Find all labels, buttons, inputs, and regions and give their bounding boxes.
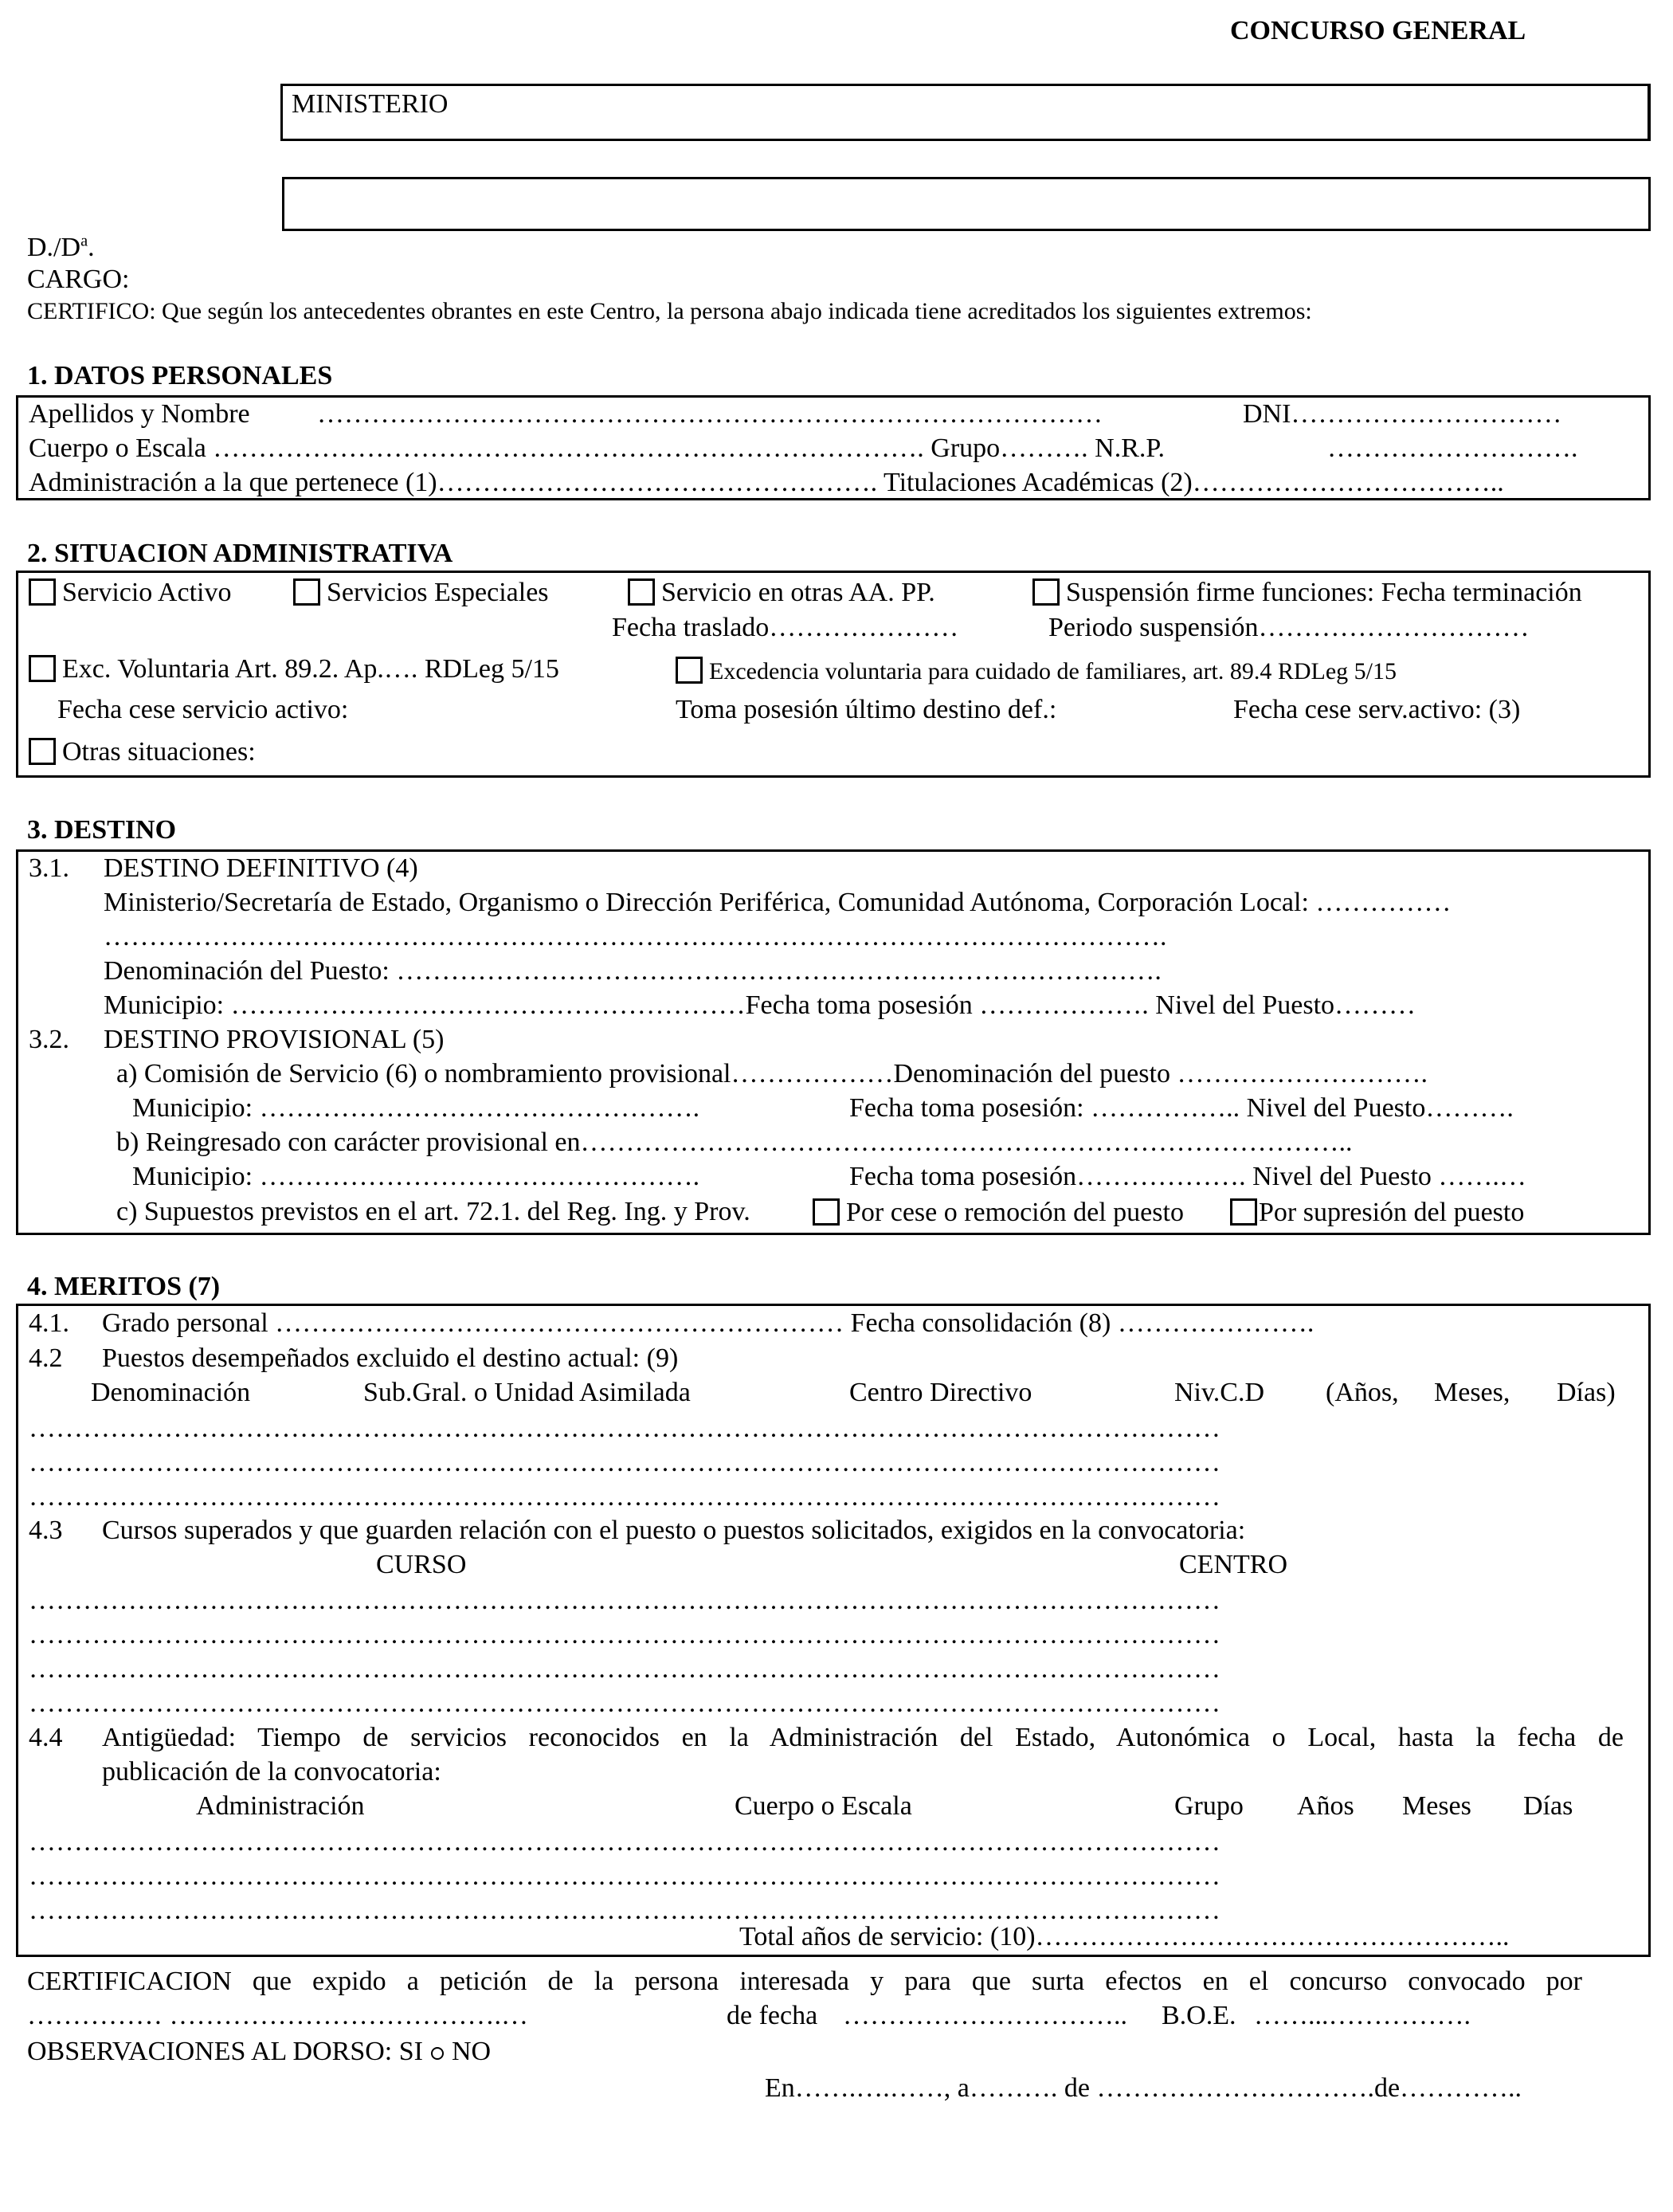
option-suspension[interactable]: Suspensión firme funciones: Fecha terminación <box>1032 578 1582 606</box>
antiguedad-dotline[interactable]: …………………………………………………………………………………………………………………… <box>29 1896 1220 1925</box>
puestos-dotline[interactable]: …………………………………………………………………………………………………………………… <box>29 1448 1220 1477</box>
antiguedad-title-cont: publicación de la convocatoria: <box>102 1757 441 1786</box>
cursos-title: Cursos superados y que guarden relación con el puesto o puestos solicitados, exigidos en la convocatoria: <box>102 1516 1246 1545</box>
option-cese-remocion[interactable]: Por cese o remoción del puesto <box>813 1198 1184 1226</box>
destino-definitivo-dotline[interactable]: ………………………………………………………………………………………………………. <box>104 922 1167 951</box>
form-title: CONCURSO GENERAL <box>1230 16 1526 45</box>
cargo-label: CARGO: <box>27 265 130 294</box>
ministerio-box[interactable] <box>280 84 1651 141</box>
cursos-dotline[interactable]: …………………………………………………………………………………………………………………… <box>29 1586 1220 1615</box>
municipio-provisional-b[interactable]: Municipio: …………………………………………. <box>132 1162 700 1191</box>
checkbox-icon[interactable] <box>29 655 56 682</box>
dni-field[interactable]: DNI………………………… <box>1243 399 1562 429</box>
apellidos-field[interactable]: …………………………………………………………………………… <box>317 399 1103 429</box>
total-anos-servicio[interactable]: Total años de servicio: (10)…………………………………………….. <box>739 1922 1510 1951</box>
puestos-dotline[interactable]: …………………………………………………………………………………………………………………… <box>29 1482 1220 1512</box>
col-anos-4-4: Años <box>1297 1791 1354 1821</box>
checkbox-icon[interactable] <box>29 738 56 765</box>
toma-posesion-ultimo: Toma posesión último destino def.: <box>676 695 1057 724</box>
municipio-definitivo[interactable]: Municipio: …………………………………………………Fecha toma posesión ………………. Nivel del Puesto……… <box>104 990 1416 1020</box>
col-administracion: Administración <box>196 1791 365 1821</box>
certificacion-text: CERTIFICACION que expido a petición de la persona interesada y para que surta efectos en el concurso convocado por <box>27 1967 1582 1996</box>
grado-personal-line[interactable]: Grado personal ……………………………………………………… Fecha consolidación (8) …………………. <box>102 1308 1314 1338</box>
municipio-provisional-a[interactable]: Municipio: …………………………………………. <box>132 1093 700 1123</box>
checkbox-icon[interactable] <box>676 657 703 684</box>
fecha-field[interactable]: ………………………….. <box>843 2001 1127 2030</box>
cursos-dotline[interactable]: …………………………………………………………………………………………………………………… <box>29 1620 1220 1649</box>
cuerpo-grupo-line[interactable]: Cuerpo o Escala ……………………………………………………………………. Grupo………. N.R.P. <box>29 433 1166 463</box>
convocado-por-field[interactable]: …………… ……………………………….… <box>27 2001 528 2030</box>
lugar-fecha-line[interactable]: En…….….……, a………. de ………………………….de………….. <box>765 2073 1522 2103</box>
boe-field[interactable]: ……...……………. <box>1254 2001 1471 2030</box>
num-3-2: 3.2. <box>29 1025 69 1054</box>
section-1-title: 1. DATOS PERSONALES <box>27 361 333 390</box>
dd-label: $D./D^a$. <box>27 232 95 262</box>
puestos-dotline[interactable]: …………………………………………………………………………………………………………………… <box>29 1414 1220 1443</box>
destino-definitivo-title: DESTINO DEFINITIVO (4) <box>104 853 418 883</box>
checkbox-icon[interactable] <box>1032 578 1060 606</box>
section-3-title: 3. DESTINO <box>27 815 177 845</box>
destino-provisional-title: DESTINO PROVISIONAL (5) <box>104 1025 445 1054</box>
option-servicio-otras-aapp[interactable]: Servicio en otras AA. PP. <box>628 578 935 606</box>
col-cuerpo-escala: Cuerpo o Escala <box>735 1791 912 1821</box>
ministerio-label: MINISTERIO <box>292 89 449 119</box>
col-dias: Días) <box>1557 1378 1616 1407</box>
denominacion-puesto[interactable]: Denominación del Puesto: …………………………………………………………………………. <box>104 956 1162 986</box>
col-dias-4-4: Días <box>1523 1791 1573 1821</box>
checkbox-icon[interactable] <box>29 578 56 606</box>
observaciones-line: OBSERVACIONES AL DORSO: SI NO <box>27 2037 492 2066</box>
destino-definitivo-ministerio[interactable]: Ministerio/Secretaría de Estado, Organismo o Dirección Periférica, Comunidad Autónoma, Corporación Local: …………… <box>104 888 1452 917</box>
section-2-title: 2. SITUACION ADMINISTRATIVA <box>27 539 453 568</box>
num-4-2: 4.2 <box>29 1343 63 1373</box>
option-supresion[interactable]: Por supresión del puesto <box>1230 1198 1524 1226</box>
cursos-dotline[interactable]: …………………………………………………………………………………………………………………… <box>29 1654 1220 1684</box>
antiguedad-title: Antigüedad: Tiempo de servicios reconocidos en la Administración del Estado, Autonómica o Local, hasta la fecha de <box>102 1723 1624 1752</box>
administracion-titulaciones-line[interactable]: Administración a la que pertenece (1)…………………………………………. Titulaciones Académicas (2)…………………………….. <box>29 468 1504 497</box>
certifico-text: CERTIFICO: Que según los antecedentes obrantes en este Centro, la persona abajo indicada tiene acreditados los siguientes extremos: <box>27 298 1312 324</box>
col-curso: CURSO <box>376 1550 467 1579</box>
num-4-3: 4.3 <box>29 1516 63 1545</box>
boe-label: B.O.E. <box>1162 2001 1236 2030</box>
col-centro: CENTRO <box>1179 1550 1287 1579</box>
option-exc-familiares[interactable]: Excedencia voluntaria para cuidado de familiares, art. 89.4 RDLeg 5/15 <box>676 657 1397 684</box>
fecha-nivel-provisional-a[interactable]: Fecha toma posesión: …………….. Nivel del Puesto………. <box>849 1093 1514 1123</box>
checkbox-icon[interactable] <box>1230 1198 1257 1226</box>
radio-circle-icon[interactable] <box>431 2047 444 2060</box>
col-subgral: Sub.Gral. o Unidad Asimilada <box>363 1378 691 1407</box>
fecha-cese-servicio: Fecha cese servicio activo: <box>57 695 349 724</box>
num-4-4: 4.4 <box>29 1723 63 1752</box>
col-centro-directivo: Centro Directivo <box>849 1378 1032 1407</box>
apellidos-label: Apellidos y Nombre <box>29 399 250 429</box>
col-meses: Meses, <box>1434 1378 1510 1407</box>
puestos-desempenados-title: Puestos desempeñados excluido el destino actual: (9) <box>102 1343 679 1373</box>
de-fecha-label: de fecha <box>727 2001 818 2030</box>
section-4-title: 4. MERITOS (7) <box>27 1272 221 1301</box>
num-4-1: 4.1. <box>29 1308 69 1338</box>
fecha-nivel-provisional-b[interactable]: Fecha toma posesión………………. Nivel del Puesto …….… <box>849 1162 1526 1191</box>
periodo-suspension[interactable]: Periodo suspensión………………………… <box>1048 613 1530 642</box>
col-denominacion: Denominación <box>91 1378 251 1407</box>
num-3-1: 3.1. <box>29 853 69 883</box>
col-grupo: Grupo <box>1174 1791 1244 1821</box>
unit-box[interactable] <box>282 177 1651 231</box>
supuestos-line: c) Supuestos previstos en el art. 72.1. del Reg. Ing. y Prov. <box>116 1197 750 1226</box>
option-servicios-especiales[interactable]: Servicios Especiales <box>293 578 549 606</box>
comision-servicio-line[interactable]: a) Comisión de Servicio (6) o nombramiento provisional………………Denominación del puesto ………………………. <box>116 1059 1428 1088</box>
nrp-field[interactable]: ………………………. <box>1327 433 1578 463</box>
option-exc-voluntaria[interactable]: Exc. Voluntaria Art. 89.2. Ap.…. RDLeg 5/15 <box>29 655 559 683</box>
cursos-dotline[interactable]: …………………………………………………………………………………………………………………… <box>29 1688 1220 1718</box>
col-meses-4-4: Meses <box>1402 1791 1471 1821</box>
checkbox-icon[interactable] <box>628 578 655 606</box>
antiguedad-dotline[interactable]: …………………………………………………………………………………………………………………… <box>29 1827 1220 1857</box>
checkbox-icon[interactable] <box>293 578 320 606</box>
option-servicio-activo[interactable]: Servicio Activo <box>29 578 231 606</box>
fecha-cese-serv-activo: Fecha cese serv.activo: (3) <box>1233 695 1521 724</box>
col-nivcd: Niv.C.D <box>1174 1378 1265 1407</box>
col-anos: (Años, <box>1326 1378 1399 1407</box>
fecha-traslado[interactable]: Fecha traslado………………… <box>612 613 959 642</box>
antiguedad-dotline[interactable]: …………………………………………………………………………………………………………………… <box>29 1861 1220 1891</box>
reingresado-line[interactable]: b) Reingresado con carácter provisional en………………………………………………………………………….. <box>116 1128 1353 1157</box>
option-otras-situaciones[interactable]: Otras situaciones: <box>29 738 256 766</box>
checkbox-icon[interactable] <box>813 1198 840 1226</box>
